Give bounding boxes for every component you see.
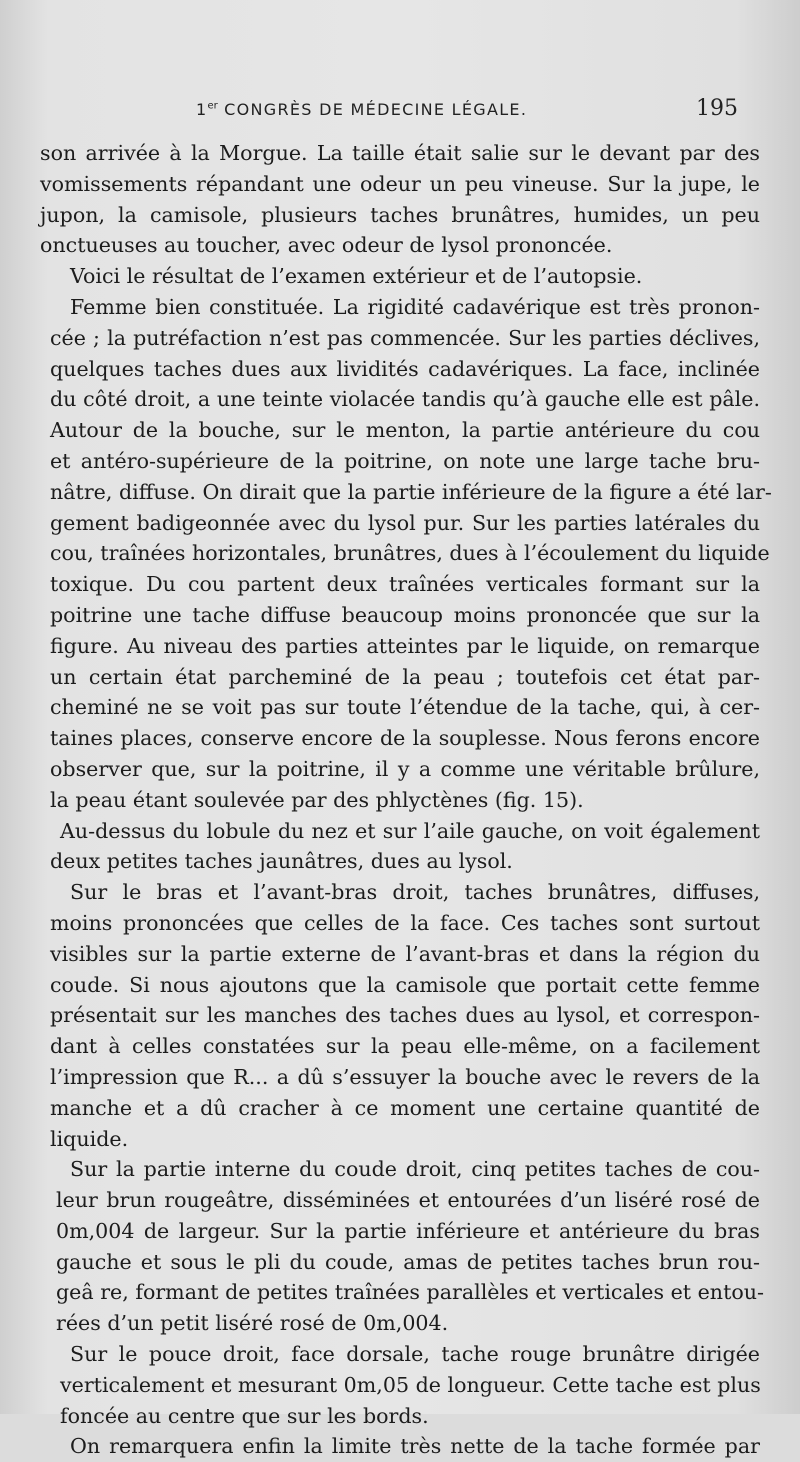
text-line: Femme bien constituée. La rigidité cadavérique est très pronon-: [70, 294, 760, 319]
text-line: geâ re, formant de petites traînées parallèles et verticales et entou-: [56, 1280, 764, 1305]
text-line: observer que, sur la poitrine, il y a comme une véritable brûlure,: [50, 756, 760, 781]
text-line: rées d’un petit liséré rosé de 0m,004.: [56, 1311, 449, 1336]
text-line: 0m,004 de largeur. Sur la partie inférieure et antérieure du bras: [56, 1218, 760, 1243]
text-line: taines places, conserve encore de la souplesse. Nous ferons encore: [50, 726, 760, 751]
text-line: son arrivée à la Morgue. La taille était salie sur le devant par des: [40, 141, 760, 165]
text-line: liquide.: [50, 1126, 129, 1151]
text-line: vomissements répandant une odeur un peu vineuse. Sur la jupe, le: [40, 171, 760, 196]
text-line: Sur le bras et l’avant-bras droit, taches brunâtres, diffuses,: [70, 880, 760, 905]
text-line: dant à celles constatées sur la peau elle-même, on a facilement: [50, 1034, 760, 1059]
text-line: Au-dessus du lobule du nez et sur l’aile gauche, on voit également: [60, 818, 760, 843]
text-line: foncée au centre que sur les bords.: [60, 1403, 429, 1428]
ordinal-suffix: er: [207, 100, 218, 112]
text-line: quelques taches dues aux lividités cadavériques. La face, inclinée: [50, 356, 760, 381]
body-text: [40, 138, 772, 1462]
text-line: poitrine une tache diffuse beaucoup moins prononcée que sur la: [50, 602, 760, 627]
text-line: gement badigeonnée avec du lysol pur. Sur les parties latérales du: [50, 510, 760, 535]
ordinal: 1: [196, 100, 208, 119]
text-line: du côté droit, a une teinte violacée tandis qu’à gauche elle est pâle.: [50, 387, 760, 412]
text-line: Autour de la bouche, sur le menton, la partie antérieure du cou: [50, 418, 760, 443]
text-line: visibles sur la partie externe de l’avant-bras et dans la région du: [50, 941, 760, 966]
text-line: et antéro-supérieure de la poitrine, on note une large tache bru-: [50, 448, 760, 473]
text-line: leur brun rougeâtre, disséminées et entourées d’un liséré rosé de: [56, 1188, 760, 1213]
text-line: cheminé ne se voit pas sur toute l’étendue de la tache, qui, à cer-: [50, 695, 760, 720]
text-line: figure. Au niveau des parties atteintes par le liquide, on remarque: [50, 633, 760, 658]
running-title: [196, 100, 527, 119]
text-line: deux petites taches jaunâtres, dues au lysol.: [50, 849, 513, 874]
page-number: 195: [696, 96, 738, 121]
text-line: onctueuses au toucher, avec odeur de lysol prononcée.: [40, 233, 613, 258]
text-line: cée ; la putréfaction n’est pas commencée. Sur les parties déclives,: [50, 325, 760, 350]
text-line: Sur la partie interne du coude droit, cinq petites taches de cou-: [70, 1157, 760, 1182]
text-line: un certain état parcheminé de la peau ; toutefois cet état par-: [50, 664, 760, 689]
text-line: On remarquera enfin la limite très nette de la tache formée par: [70, 1434, 760, 1459]
text-line: la peau étant soulevée par des phlyctènes (fig. 15).: [50, 787, 584, 812]
text-line: l’impression que R... a dû s’essuyer la bouche avec le revers de la: [50, 1064, 760, 1089]
text-line: verticalement et mesurant 0m,05 de longueur. Cette tache est plus: [60, 1372, 761, 1397]
text-line: cou, traînées horizontales, brunâtres, dues à l’écoulement du liquide: [50, 541, 770, 566]
text-line: coude. Si nous ajoutons que la camisole que portait cette femme: [50, 972, 760, 997]
text-line: jupon, la camisole, plusieurs taches brunâtres, humides, un peu: [40, 202, 760, 227]
text-line: gauche et sous le pli du coude, amas de petites taches brun rou-: [56, 1249, 760, 1274]
text-line: présentait sur les manches des taches dues au lysol, et correspon-: [50, 1003, 760, 1028]
header-title: CONGRÈS DE MÉDECINE LÉGALE.: [224, 100, 528, 119]
text-line: manche et a dû cracher à ce moment une certaine quantité de: [50, 1095, 760, 1120]
running-header: [196, 96, 738, 132]
text-line: Voici le résultat de l’examen extérieur et de l’autopsie.: [70, 264, 643, 289]
text-line: Sur le pouce droit, face dorsale, tache rouge brunâtre dirigée: [70, 1342, 760, 1367]
text-line: toxique. Du cou partent deux traînées verticales formant sur la: [50, 572, 760, 597]
text-line: moins prononcées que celles de la face. Ces taches sont surtout: [50, 910, 760, 935]
text-line: nâtre, diffuse. On dirait que la partie inférieure de la figure a été lar-: [50, 479, 772, 504]
